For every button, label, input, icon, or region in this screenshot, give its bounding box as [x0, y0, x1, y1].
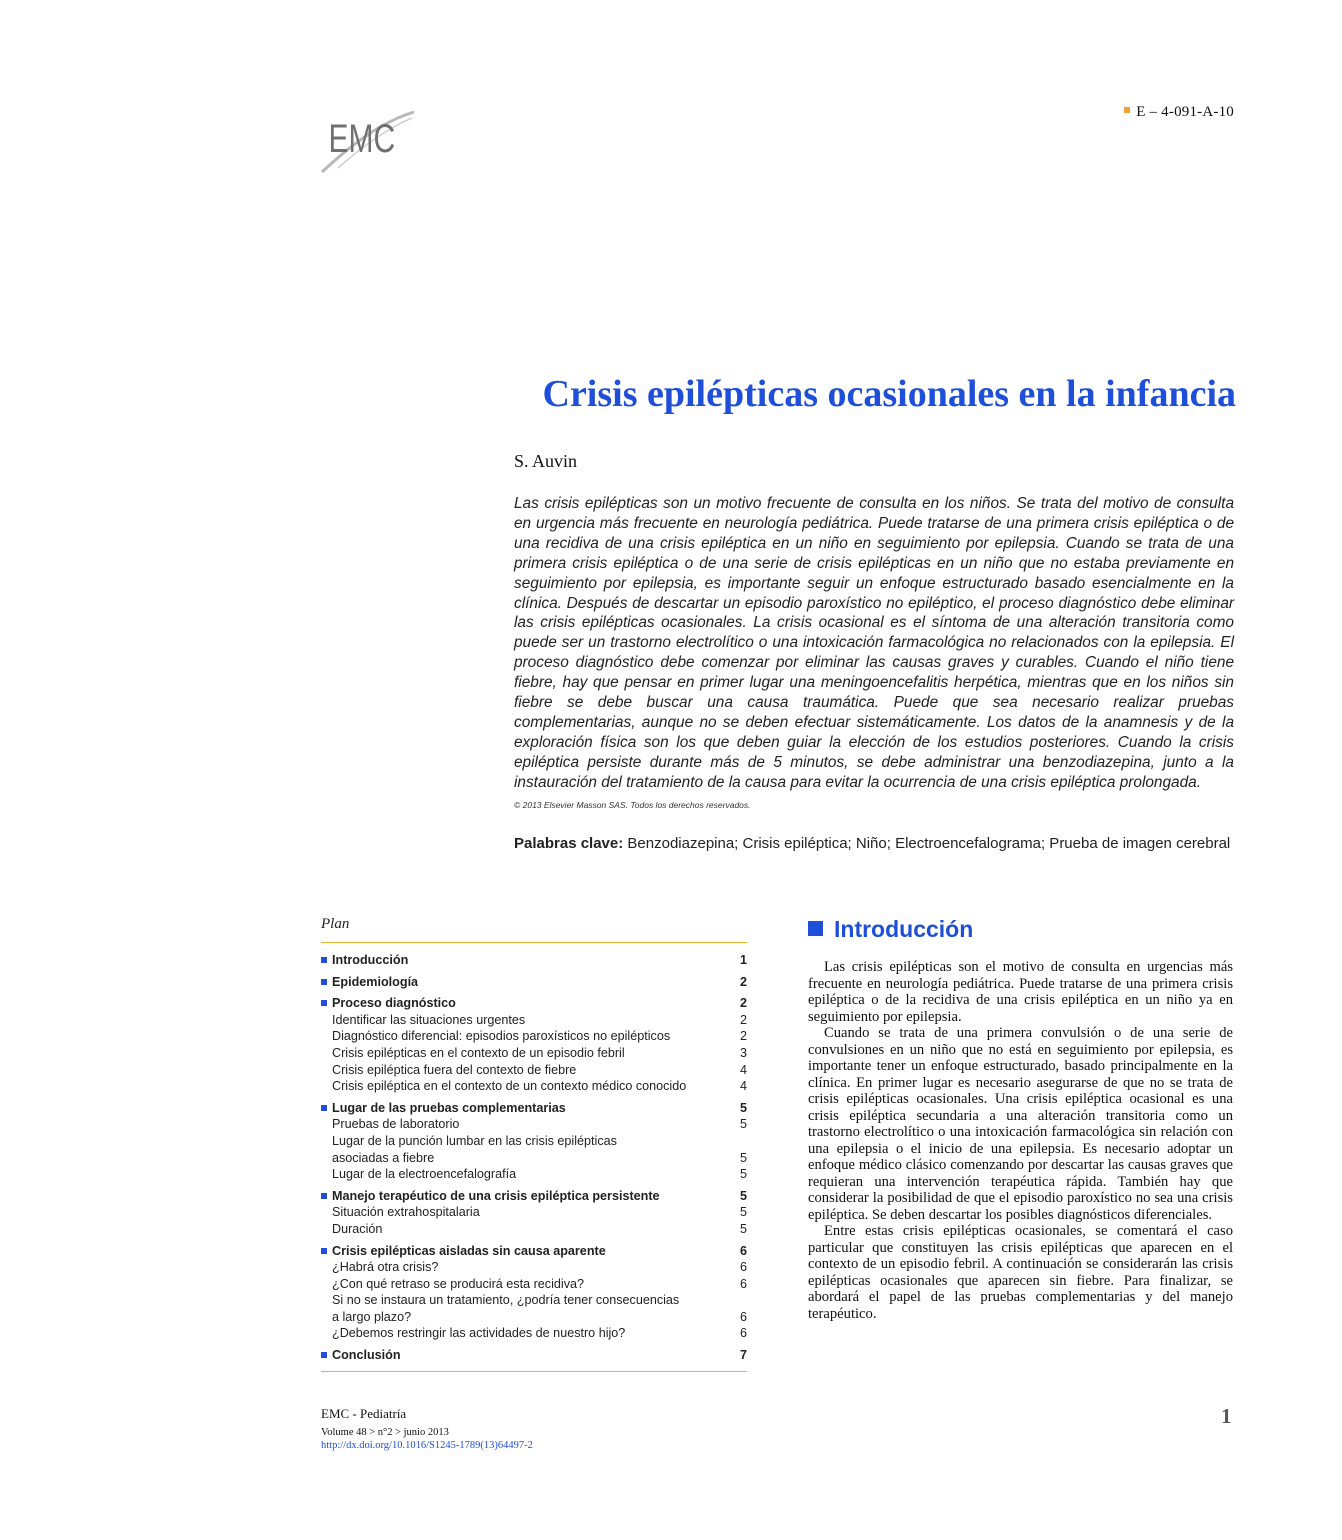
emc-logo-text: EMC — [328, 116, 396, 162]
plan-subitem-row[interactable] — [321, 1028, 747, 1045]
plan-page-number: 5 — [739, 1221, 747, 1236]
plan-page-number: 2 — [739, 1012, 747, 1027]
plan-subitem-label: Lugar de la electroencefalografía — [332, 1167, 517, 1182]
plan-section-row[interactable] — [321, 1243, 747, 1260]
plan-section — [321, 995, 747, 1095]
plan-subitem-row[interactable] — [321, 1221, 747, 1238]
plan-page-number: 5 — [739, 1150, 747, 1165]
plan-subitem-label: a largo plazo? — [332, 1309, 412, 1324]
plan-box — [321, 916, 747, 1372]
plan-section-row[interactable] — [321, 1100, 747, 1117]
plan-subitem-row[interactable] — [321, 1292, 747, 1309]
plan-page-number: 1 — [739, 953, 747, 967]
page-number: 1 — [1221, 1404, 1232, 1428]
plan-subitem-label: asociadas a fiebre — [332, 1150, 435, 1165]
plan-section-title: Introducción — [321, 952, 408, 969]
plan-subitem-label: Pruebas de laboratorio — [332, 1117, 460, 1132]
keywords-label: Palabras clave: — [514, 835, 624, 852]
plan-page-number: 6 — [739, 1326, 747, 1341]
plan-subitem-row[interactable] — [321, 1204, 747, 1221]
plan-subitem-label: Duración — [332, 1221, 383, 1236]
plan-section-row[interactable] — [321, 1188, 747, 1205]
plan-section-title: Crisis epilépticas aisladas sin causa aparente — [321, 1243, 606, 1260]
introduction-heading — [808, 916, 973, 943]
article-reference — [1124, 104, 1234, 121]
article-author: S. Auvin — [514, 451, 578, 471]
plan-subitem-label: Si no se instaura un tratamiento, ¿podría tener consecuencias — [332, 1293, 680, 1308]
plan-list — [321, 952, 747, 1364]
plan-section-row[interactable] — [321, 995, 747, 1012]
plan-subitem-row[interactable] — [321, 1325, 747, 1342]
plan-heading: Plan — [321, 916, 747, 943]
plan-subitem-label: Lugar de la punción lumbar en las crisis epilépticas — [332, 1133, 617, 1148]
plan-page-number: 4 — [739, 1079, 747, 1094]
plan-subitem-label: Crisis epilépticas en el contexto de un episodio febril — [332, 1045, 625, 1060]
plan-subitem-label: ¿Con qué retraso se producirá esta recidiva? — [332, 1276, 585, 1291]
plan-section — [321, 952, 747, 969]
doi-link[interactable]: http://dx.doi.org/10.1016/S1245-1789(13)64497-2 — [321, 1440, 533, 1451]
plan-section — [321, 1100, 747, 1183]
plan-page-number: 6 — [739, 1243, 747, 1258]
plan-subitem-label: ¿Habrá otra crisis? — [332, 1260, 439, 1275]
plan-page-number: 2 — [739, 996, 747, 1011]
introduction-paragraph: Cuando se trata de una primera convulsión o de una serie de convulsiones en un niño que no está en seguimiento por epilepsia, es importante tener un enfoque estructurado, basado principalmente en la clínica. En primer lugar es necesario asegurarse de que no se trata de crisis epilépticas ocasionales. Una crisis epiléptica ocasional es una crisis epiléptica secundaria a una alteración transitoria como un trastorno electrolítico o una intoxicación farmacológica sin relación con una epilepsia o el inicio de una epilepsia. Es necesario adoptar un enfoque médico clásico comenzando por descartar las causas graves que requieran una intervención terapéutica rápida. También hay que considerar la posibilidad de que el episodio paroxístico no sea una crisis epiléptica. Se deben descartar los posibles diagnósticos diferenciales. — [808, 1025, 1233, 1223]
plan-section-row[interactable] — [321, 974, 747, 991]
keywords-list: Benzodiazepina; Crisis epiléptica; Niño; Electroencefalograma; Prueba de imagen cerebral — [627, 835, 1231, 852]
plan-subitem-row[interactable] — [321, 1150, 747, 1167]
emc-logo — [318, 98, 418, 178]
plan-subitem-row[interactable] — [321, 1062, 747, 1079]
plan-page-number: 5 — [739, 1205, 747, 1220]
plan-subitem-row[interactable] — [321, 1133, 747, 1150]
plan-section-row[interactable] — [321, 1347, 747, 1364]
plan-page-number: 6 — [739, 1276, 747, 1291]
plan-subitem-label: Crisis epiléptica fuera del contexto de fiebre — [332, 1062, 577, 1077]
plan-subitem-row[interactable] — [321, 1309, 747, 1326]
introduction-heading-text: Introducción — [834, 916, 974, 942]
article-abstract: Las crisis epilépticas son un motivo frecuente de consulta en los niños. Se trata del motivo de consulta en urgencia más frecuente en neurología pediátrica. Puede tratarse de una primera crisis epiléptica o de una recidiva de una crisis epiléptica en un niño en seguimiento por epilepsia. Cuando se trata de una primera crisis epiléptica o de una serie de crisis epilépticas en un niño que no estaba previamente en seguimiento por epilepsia, es importante seguir un enfoque estructurado basado esencialmente en la clínica. Después de descartar un episodio paroxístico no epiléptico, el proceso diagnóstico debe eliminar las crisis epilépticas ocasionales. La crisis ocasional es el síntoma de una alteración transitoria como puede ser un trastorno electrolítico o una intoxicación farmacológica no relacionados con la epilepsia. El proceso diagnóstico debe comenzar por eliminar las causas graves y curables. Cuando el niño tiene fiebre, hay que pensar en primer lugar una meningoencefalitis herpética, mientras que en los niños sin fiebre se debe buscar una causa traumática. Puede que sea necesario realizar pruebas complementarias, aunque no se deben efectuar sistemáticamente. Los datos de la anamnesis y de la exploración física son los que deben guiar la elección de los estudios posteriores. Cuando la crisis epiléptica persiste durante más de 5 minutos, se debe administrar una benzodiazepina, junto a la instauración del tratamiento de la causa para evitar la ocurrencia de una crisis epiléptica prolongada. — [514, 495, 1234, 791]
plan-page-number: 4 — [739, 1062, 747, 1077]
plan-subitem-label: Diagnóstico diferencial: episodios paroxísticos no epilépticos — [332, 1029, 671, 1044]
plan-section — [321, 1347, 747, 1364]
plan-section-title: Conclusión — [321, 1347, 401, 1364]
journal-name: EMC - Pediatría — [321, 1406, 407, 1421]
keywords — [514, 835, 1230, 852]
plan-section-title: Proceso diagnóstico — [321, 995, 456, 1012]
plan-subitem-label: Crisis epiléptica en el contexto de un contexto médico conocido — [332, 1079, 687, 1094]
plan-subitem-label: ¿Debemos restringir las actividades de nuestro hijo? — [332, 1326, 626, 1341]
article-title: Crisis epilépticas ocasionales en la infancia — [542, 373, 1236, 415]
reference-square-icon — [1124, 107, 1130, 113]
plan-page-number: 5 — [739, 1167, 747, 1182]
plan-subitem-row[interactable] — [321, 1078, 747, 1095]
emc-logo-graphic — [318, 98, 418, 178]
plan-section-title: Manejo terapéutico de una crisis epiléptica persistente — [321, 1188, 660, 1205]
plan-page-number — [727, 1292, 747, 1309]
introduction-paragraph: Entre estas crisis epilépticas ocasionales, se comentará el caso particular que constituyen las crisis epilépticas que aparecen en el contexto de un episodio febril. A continuación se considerarán las crisis epilépticas ocasionales que aparecen sin fiebre. Para finalizar, se abordará el papel de las pruebas complementarias y del manejo terapéutico. — [808, 1223, 1233, 1322]
plan-subitem-label: Identificar las situaciones urgentes — [332, 1012, 526, 1027]
plan-subitem-row[interactable] — [321, 1166, 747, 1183]
plan-page-number: 6 — [739, 1309, 747, 1324]
plan-page-number: 5 — [739, 1100, 747, 1115]
plan-section — [321, 1243, 747, 1343]
plan-subitem-row[interactable] — [321, 1045, 747, 1062]
plan-page-number — [727, 1133, 747, 1150]
plan-section-title: Lugar de las pruebas complementarias — [321, 1100, 566, 1117]
journal-volume: Volume 48 > n°2 > junio 2013 — [321, 1427, 449, 1438]
plan-section-row[interactable] — [321, 952, 747, 969]
plan-subitem-row[interactable] — [321, 1259, 747, 1276]
reference-code: E – 4-091-A-10 — [1136, 104, 1234, 120]
plan-subitem-row[interactable] — [321, 1276, 747, 1293]
plan-page-number: 2 — [739, 1029, 747, 1044]
plan-subitem-row[interactable] — [321, 1116, 747, 1133]
plan-page-number: 5 — [739, 1188, 747, 1203]
plan-page-number: 2 — [739, 974, 747, 989]
section-square-icon — [808, 921, 823, 936]
plan-section — [321, 974, 747, 991]
plan-subitem-label: Situación extrahospitalaria — [332, 1205, 480, 1220]
plan-divider — [321, 1371, 747, 1372]
plan-page-number: 7 — [739, 1348, 747, 1363]
introduction-body — [808, 959, 1233, 1322]
plan-subitem-row[interactable] — [321, 1012, 747, 1029]
plan-page-number: 5 — [739, 1117, 747, 1132]
plan-page-number: 6 — [739, 1260, 747, 1275]
plan-page-number: 3 — [739, 1045, 747, 1060]
introduction-paragraph: Las crisis epilépticas son el motivo de consulta en urgencias más frecuente en neurología pediátrica. Puede tratarse de una primera crisis epiléptica o de la recidiva de una crisis epiléptica en un niño ya en seguimiento por epilepsia. — [808, 959, 1233, 1025]
plan-section-title: Epidemiología — [321, 974, 418, 991]
copyright-notice: © 2013 Elsevier Masson SAS. Todos los derechos reservados. — [514, 800, 751, 810]
plan-section — [321, 1188, 747, 1238]
